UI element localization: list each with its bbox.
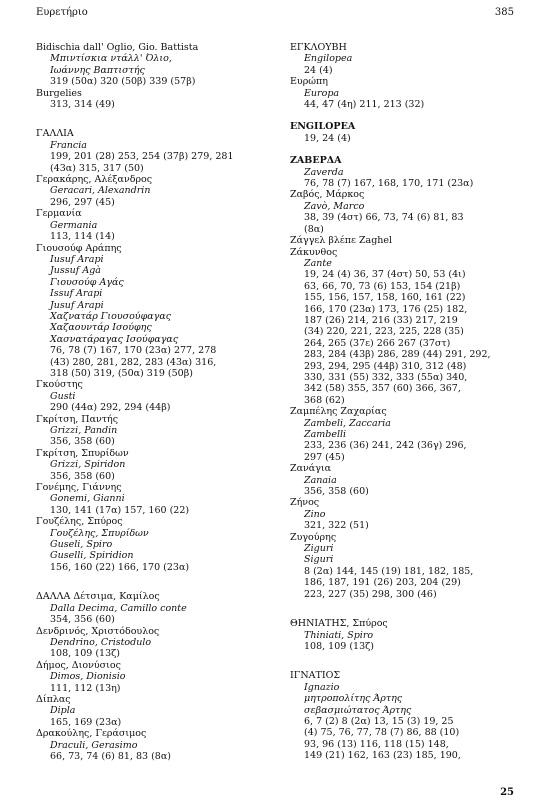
entry-page-references: 156, 160 (22) 166, 170 (23α)	[50, 561, 190, 573]
entry-heading: Burgelies	[36, 87, 82, 99]
entry-heading: ENGILOPEA	[290, 121, 356, 133]
index-entry	[36, 694, 268, 728]
entry-spacer	[290, 110, 522, 121]
entry-page-references: 38, 39 (4στ) 66, 73, 74 (6) 81, 83	[304, 212, 464, 224]
index-entry	[290, 42, 522, 76]
entry-page-references: 293, 294, 295 (44β) 310, 312 (48)	[304, 360, 467, 372]
index-column-left	[36, 42, 268, 762]
index-entry	[36, 379, 268, 413]
entry-heading: Γκρίτση, Παντής	[36, 413, 119, 425]
entry-variant-name: Μπιντίσκια ντάλλ' Όλιο,	[50, 53, 172, 65]
index-entry	[36, 414, 268, 448]
entry-page-references: (8α)	[304, 223, 324, 235]
entry-heading: Δίπλας	[36, 693, 71, 705]
entry-spacer	[290, 652, 522, 670]
entry-variant-name: μητροπολίτης Άρτης	[304, 693, 403, 705]
entry-variant-name: Grizzi, Pandin	[50, 425, 118, 436]
entry-variant-name: Germania	[50, 219, 98, 231]
entry-variant-name: Draculi, Gerasimo	[50, 739, 138, 751]
entry-variant-name: Zino	[304, 508, 326, 520]
entry-page-references: 356, 358 (60)	[50, 470, 115, 482]
entry-page-references: 319 (50α) 320 (50β) 339 (57β)	[50, 76, 196, 88]
running-head	[36, 6, 514, 20]
entry-page-references: 330, 331 (55) 332, 333 (55α) 340,	[304, 371, 468, 383]
entry-heading: ΕΓΚΛΟΥΒΗ	[290, 42, 347, 53]
entry-variant-name: Zaverda	[304, 166, 344, 178]
index-entry	[36, 208, 268, 242]
entry-page-references: 113, 114 (14)	[50, 231, 115, 243]
entry-variant-name: Jusuf Arapi	[50, 299, 104, 311]
entry-variant-name: Geracari, Alexandrin	[50, 185, 151, 197]
entry-spacer	[290, 600, 522, 618]
index-entry	[36, 448, 268, 482]
entry-variant-name: σεβασμιώτατος Άρτης	[304, 704, 412, 716]
entry-variant-name: Dalla Decima, Camillo conte	[50, 602, 187, 614]
entry-page-references: 44, 47 (4η) 211, 213 (32)	[304, 99, 425, 111]
entry-heading: ΔΑΛΛΑ Δέτσιμα, Καμίλος	[36, 591, 160, 603]
entry-variant-name: Zavò, Marco	[304, 200, 365, 212]
index-entry	[36, 591, 268, 625]
entry-page-references: 313, 314 (49)	[50, 99, 115, 111]
entry-page-references: 290 (44α) 292, 294 (44β)	[50, 402, 171, 414]
entry-variant-name: Γουζέλης, Σπυρίδων	[50, 527, 149, 539]
entry-heading: Γερμανία	[36, 208, 82, 220]
entry-page-references: 283, 284 (43β) 286, 289 (44) 291, 292,	[304, 349, 491, 361]
entry-variant-name: Engilopea	[304, 53, 353, 65]
entry-page-references: 149 (21) 162, 163 (23) 185, 190,	[304, 750, 461, 762]
index-entry	[290, 618, 522, 652]
entry-heading: Ζαβός, Μάρκος	[290, 189, 365, 201]
entry-page-references: 223, 227 (35) 298, 300 (46)	[304, 588, 437, 600]
entry-page-references: (4) 75, 76, 77, 78 (7) 86, 88 (10)	[304, 727, 460, 739]
index-entry	[290, 76, 522, 110]
entry-heading: Ζαμπέλης Ζαχαρίας	[290, 406, 387, 418]
entry-heading: Ζυγούρης	[290, 531, 337, 543]
entry-heading: Ευρώπη	[290, 76, 328, 88]
entry-variant-name: Χαζαουντάρ Ισούφης	[50, 322, 152, 334]
entry-page-references: 76, 78 (7) 167, 168, 170, 171 (23α)	[304, 178, 474, 190]
entry-page-references: 93, 96 (13) 116, 118 (15) 148,	[304, 738, 449, 750]
entry-heading: Γονέμης, Γιάννης	[36, 482, 122, 494]
section-title: Ευρετήριο	[36, 7, 88, 18]
index-entry	[36, 626, 268, 660]
entry-page-references: 354, 356 (60)	[50, 614, 115, 626]
entry-variant-name: Dimos, Dionisio	[50, 671, 126, 683]
entry-variant-name: Issuf Arapi	[50, 288, 103, 300]
entry-heading: ΙΓΝΑΤΙΟΣ	[290, 670, 341, 682]
entry-heading: Δενδρινός, Χριστόδουλος	[36, 625, 160, 637]
entry-heading: Γερακάρης, Αλέξανδρος	[36, 174, 153, 186]
entry-page-references: 66, 73, 74 (6) 81, 83 (8α)	[50, 750, 171, 762]
entry-heading: Γκούστης	[36, 379, 83, 391]
entry-page-references: 356, 358 (60)	[50, 436, 115, 448]
index-entry	[36, 243, 268, 380]
entry-page-references: 63, 66, 70, 73 (6) 153, 154 (21β)	[304, 280, 461, 292]
entry-page-references: 19, 24 (4) 36, 37 (4στ) 50, 53 (4ι)	[304, 269, 466, 281]
entry-variant-name: Siguri	[304, 554, 334, 566]
index-entry	[290, 235, 522, 246]
entry-variant-name: Ziguri	[304, 543, 334, 555]
entry-variant-name: Iusuf Arapi	[50, 253, 104, 265]
index-entry	[290, 247, 522, 407]
entry-heading: Ζάκυνθος	[290, 246, 338, 258]
entry-variant-name: Γιουσούφ Αγάς	[50, 276, 124, 288]
index-entry	[290, 121, 522, 144]
entry-variant-name: Guselli, Spiridion	[50, 550, 134, 562]
entry-page-references: 8 (2α) 144, 145 (19) 181, 182, 185,	[304, 565, 474, 577]
entry-variant-name: Thiniati, Spiro	[304, 629, 374, 641]
entry-page-references: 130, 141 (17α) 157, 160 (22)	[50, 504, 190, 516]
entry-heading: Δρακούλης, Γεράσιμος	[36, 728, 147, 740]
entry-page-references: 108, 109 (13ζ)	[50, 648, 120, 660]
entry-heading: Ζανάγια	[290, 463, 332, 475]
entry-variant-name: Zambelli	[304, 429, 347, 440]
entry-variant-name: Jussuf Agà	[50, 265, 101, 277]
entry-page-references: (34) 220, 221, 223, 225, 228 (35)	[304, 326, 464, 338]
index-entry	[36, 42, 268, 88]
entry-variant-name: Χαζνατάρ Γιουσούφαγας	[50, 310, 172, 322]
entry-variant-name: Zante	[304, 257, 332, 269]
entry-page-references: 108, 109 (13ζ)	[304, 640, 374, 652]
entry-page-references: 111, 112 (13η)	[50, 682, 121, 694]
entry-variant-name: Gusti	[50, 390, 76, 402]
index-entry	[290, 532, 522, 600]
index-entry	[36, 128, 268, 174]
entry-variant-name: Ignazio	[304, 681, 340, 693]
index-entry	[290, 406, 522, 463]
entry-spacer	[36, 573, 268, 591]
entry-heading: ΓΑΛΛΙΑ	[36, 128, 74, 140]
index-entry	[36, 174, 268, 208]
entry-variant-name: Χασνατάραγας Ισούφαγας	[50, 333, 179, 345]
entry-heading: ΘΗΝΙΑΤΗΣ, Σπύρος	[290, 618, 388, 630]
entry-page-references: 155, 156, 157, 158, 160, 161 (22)	[304, 292, 466, 304]
entry-page-references: 166, 170 (23α) 173, 176 (25) 182,	[304, 303, 468, 315]
entry-variant-name: Francia	[50, 139, 87, 151]
index-entry	[290, 670, 522, 761]
entry-spacer	[36, 110, 268, 128]
entry-page-references: 296, 297 (45)	[50, 196, 115, 208]
entry-page-references: 19, 24 (4)	[304, 132, 351, 144]
entry-page-references: 199, 201 (28) 253, 254 (37β) 279, 281	[50, 151, 234, 163]
entry-page-references: 187 (26) 214, 216 (33) 217, 219	[304, 314, 458, 326]
entry-spacer	[290, 144, 522, 155]
entry-variant-name: Europa	[304, 87, 340, 99]
entry-variant-name: Zanaia	[304, 474, 337, 486]
page-number: 385	[494, 7, 514, 18]
entry-page-references: 321, 322 (51)	[304, 520, 369, 532]
entry-heading: Γουζέλης, Σπύρος	[36, 516, 123, 528]
entry-heading: Ζάγγελ βλέπε Zaghel	[290, 235, 393, 247]
entry-variant-name: Ιωάννης Βαπτιστής	[50, 64, 145, 76]
entry-variant-name: Gonemi, Gianni	[50, 493, 125, 505]
folio-mark: 25	[500, 787, 514, 798]
index-entry	[290, 155, 522, 189]
entry-heading: Γκρίτση, Σπυρίδων	[36, 447, 129, 459]
entry-page-references: 233, 236 (36) 241, 242 (36γ) 296,	[304, 440, 467, 452]
index-entry	[36, 516, 268, 573]
entry-variant-name: Dendrino, Cristodulo	[50, 636, 152, 648]
entry-page-references: 24 (4)	[304, 64, 333, 76]
entry-page-references: 76, 78 (7) 167, 170 (23α) 277, 278	[50, 345, 217, 357]
entry-page-references: 165, 169 (23α)	[50, 716, 122, 728]
entry-variant-name: Zambeli, Zaccaria	[304, 417, 391, 429]
index-column-right	[290, 42, 522, 762]
index-entry	[36, 660, 268, 694]
entry-heading: Bidischia dall' Oglio, Gio. Battista	[36, 42, 199, 53]
entry-heading: ΖΑΒΕΡΔΑ	[290, 155, 342, 167]
index-entry	[36, 88, 268, 111]
entry-page-references: 264, 265 (37ε) 266 267 (37στ)	[304, 337, 451, 349]
index-entry	[290, 189, 522, 235]
entry-heading: Ζήνος	[290, 497, 320, 509]
entry-variant-name: Guseli, Spiro	[50, 539, 113, 551]
entry-page-references: 368 (62)	[304, 394, 345, 406]
entry-page-references: 6, 7 (2) 8 (2α) 13, 15 (3) 19, 25	[304, 715, 454, 727]
index-entry	[36, 728, 268, 762]
entry-heading: Γιουσούφ Αράπης	[36, 242, 122, 254]
entry-page-references: 342 (58) 355, 357 (60) 366, 367,	[304, 383, 461, 395]
entry-page-references: (43α) 315, 317 (50)	[50, 162, 144, 174]
entry-variant-name: Grizzi, Spiridon	[50, 459, 126, 471]
entry-page-references: 318 (50) 319, (50α) 319 (50β)	[50, 367, 193, 379]
entry-page-references: 356, 358 (60)	[304, 486, 369, 498]
entry-variant-name: Dipla	[50, 705, 76, 717]
entry-page-references: 186, 187, 191 (26) 203, 204 (29)	[304, 577, 461, 589]
entry-heading: Δήμος, Διονύσιος	[36, 659, 121, 671]
index-entry	[290, 497, 522, 531]
index-entry	[290, 463, 522, 497]
entry-page-references: (43) 280, 281, 282, 283 (43α) 316,	[50, 356, 217, 368]
index-entry	[36, 482, 268, 516]
entry-page-references: 297 (45)	[304, 451, 345, 463]
